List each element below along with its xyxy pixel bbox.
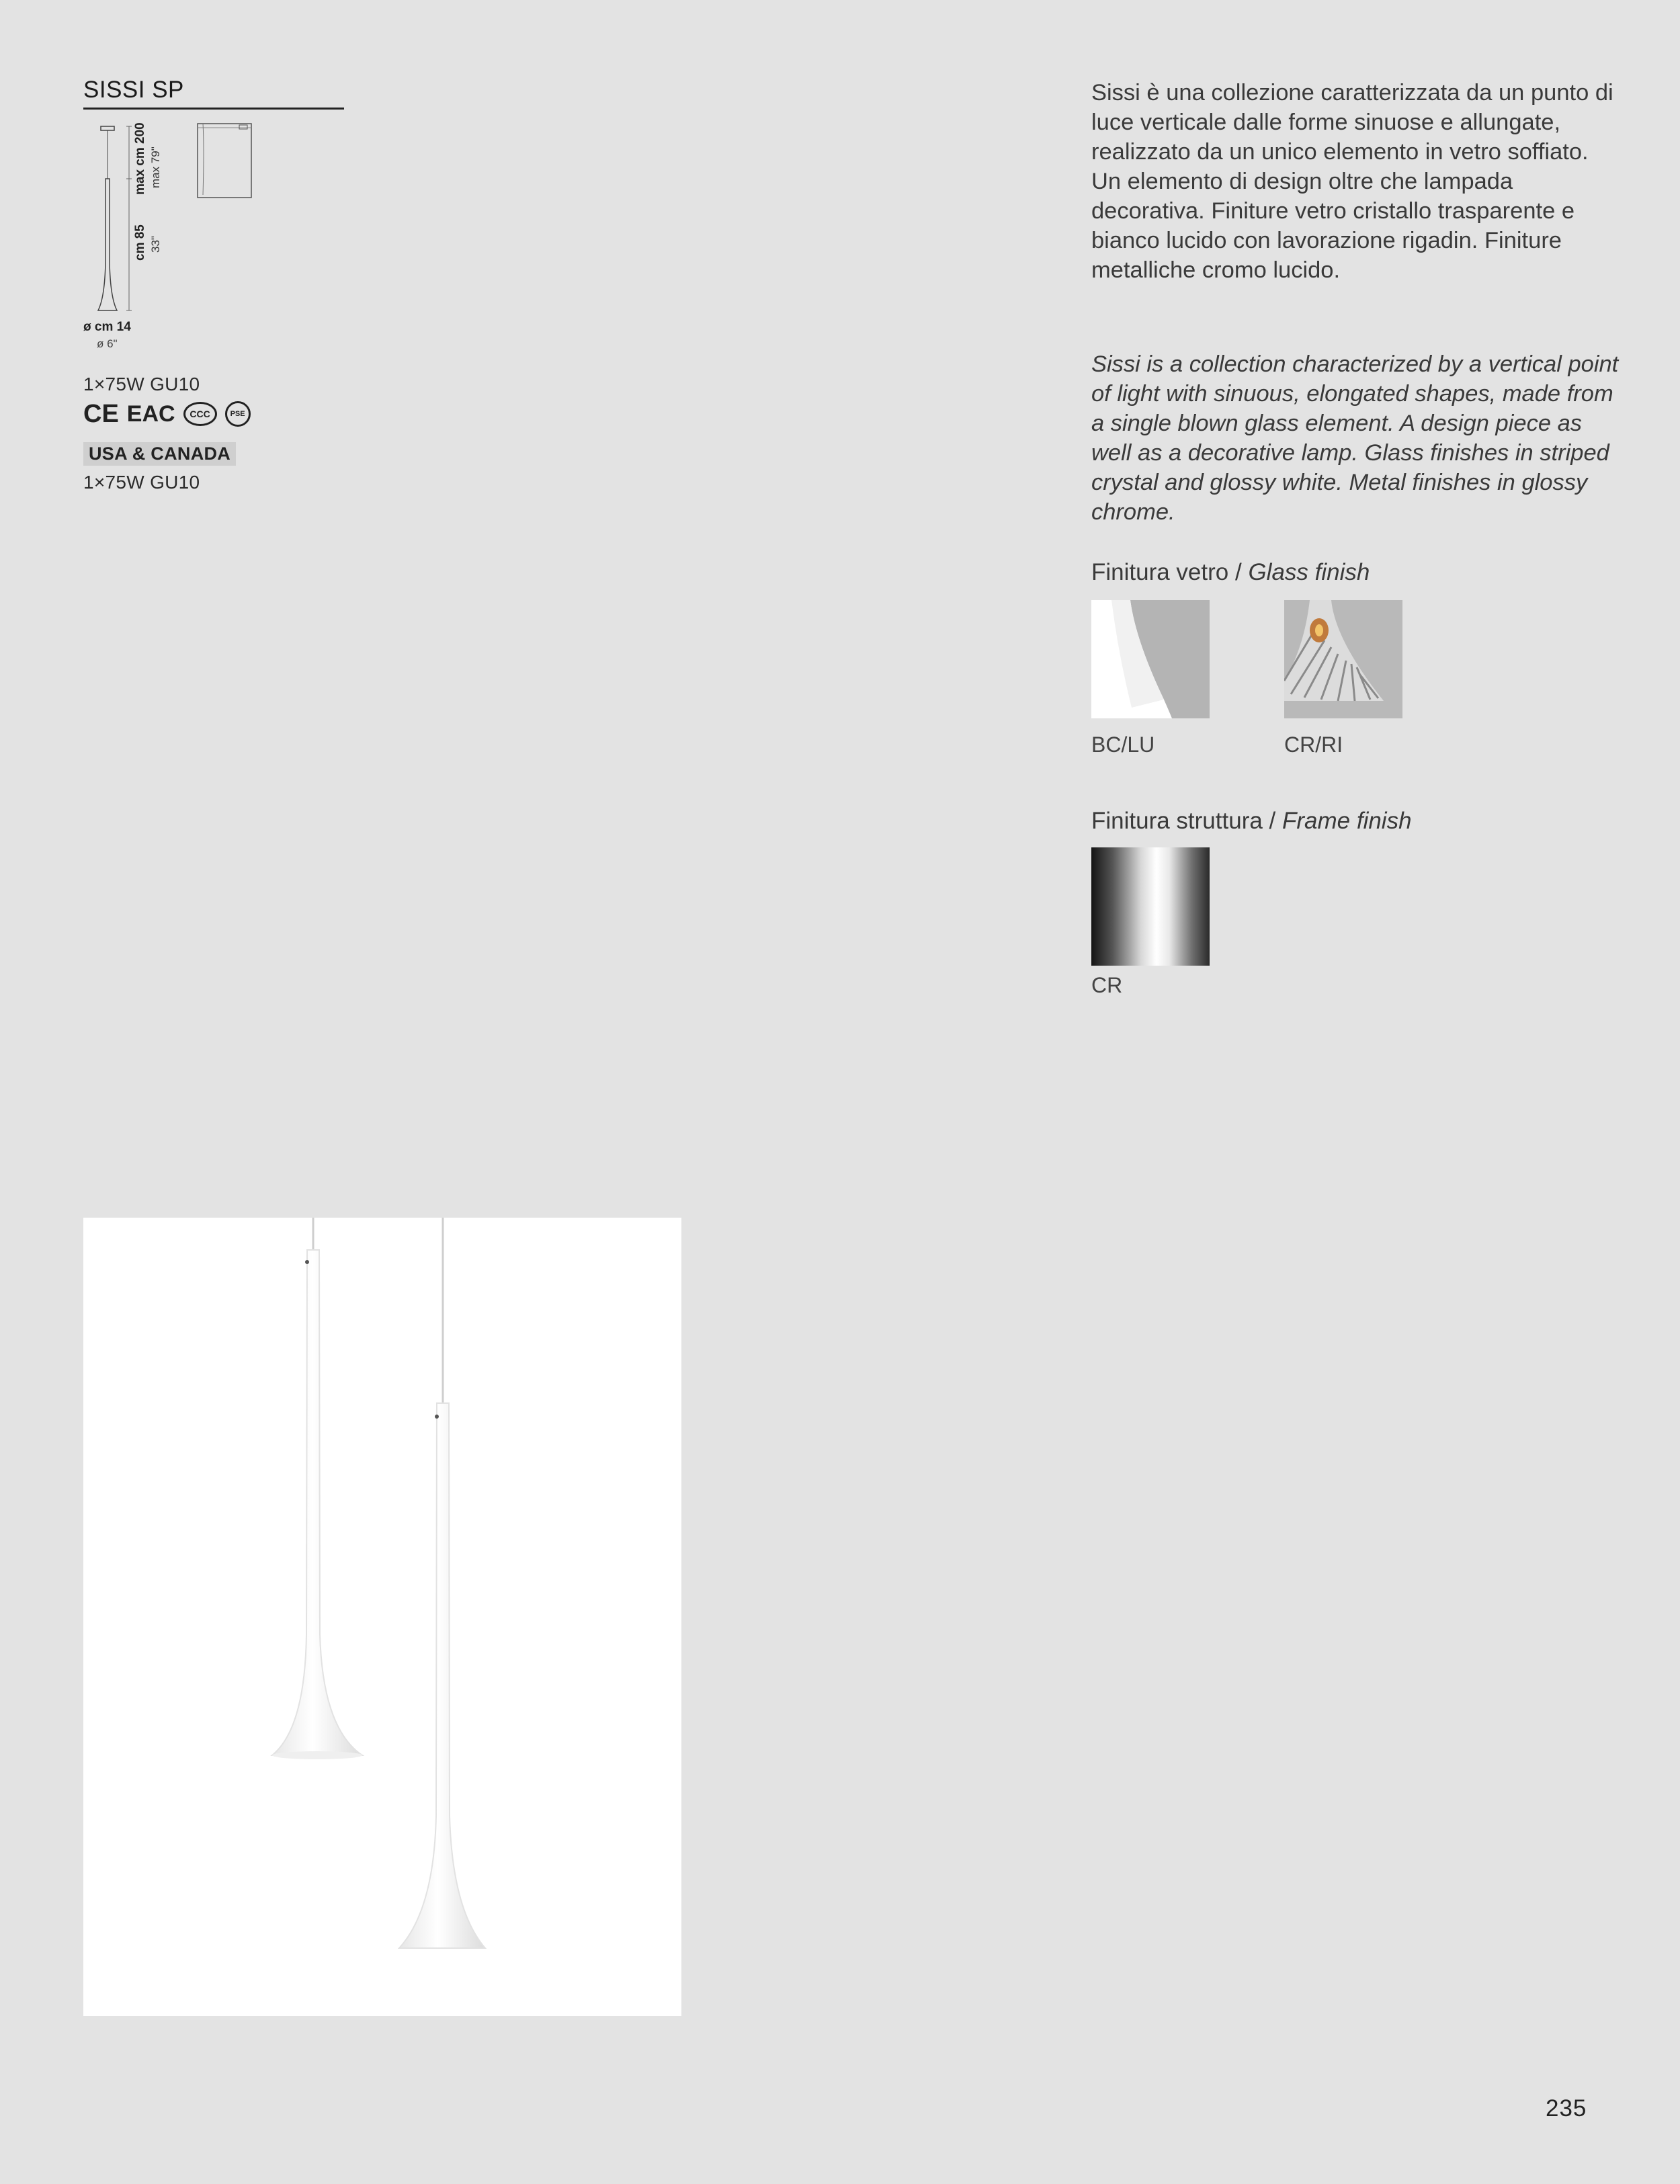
glass-finish-label-en: Glass finish [1248, 559, 1370, 585]
pendant-lamp-left [272, 1218, 362, 1759]
max-height-in: max 79" [149, 146, 162, 188]
frame-code-cr: CR [1091, 973, 1123, 997]
diameter-cm: ø cm 14 [83, 320, 131, 334]
glass-code-bc-lu: BC/LU [1091, 732, 1155, 757]
front-dimension-drawing [83, 121, 191, 323]
ce-mark: CE [83, 400, 119, 428]
pendant-lamp-right [399, 1218, 485, 1948]
product-title: SISSI SP [83, 77, 344, 110]
glass-swatch-crystal [1284, 600, 1402, 718]
height-cm: cm 85 [133, 224, 147, 261]
usa-canada-badge: USA & CANADA [83, 442, 236, 466]
glass-finish-label [1091, 559, 1370, 586]
description-italian: Sissi è una collezione caratterizzata da un punto di luce verticale dalle forme sinuose e allungate, realizzato da un unico elemento in vetro soffiato. Un elemento di design oltre che lampada decorativa. Finiture vetro cristallo trasparente e bianco lucido con lavorazione rigadin. Finiture metalliche cromo lucido. [1091, 80, 1613, 283]
certification-marks [83, 398, 251, 430]
eac-mark: EAC [126, 401, 175, 427]
glass-finish-label-it: Finitura vetro / [1091, 559, 1242, 585]
frame-finish-label-it: Finitura struttura / [1091, 808, 1276, 834]
pse-mark: PSE [225, 401, 251, 427]
description-english: Sissi is a collection characterized by a vertical point of light with sinuous, elongated shapes, made from a single blown glass element. A design piece as well as a decorative lamp. Glass finishes in striped crystal and glossy white. Metal finishes in glossy chrome. [1091, 351, 1619, 525]
frame-swatch-chrome [1091, 847, 1210, 966]
glass-code-cr-ri: CR/RI [1284, 732, 1343, 757]
max-height-cm: max cm 200 [133, 122, 147, 195]
product-photo [83, 1218, 681, 2016]
diameter-in: ø 6" [97, 337, 118, 350]
page-number: 235 [1546, 2095, 1587, 2122]
frame-finish-label [1091, 808, 1412, 835]
glass-swatch-white [1091, 600, 1210, 718]
lamp-spec-usa: 1×75W GU10 [83, 472, 200, 493]
height-in: 33" [149, 236, 162, 253]
frame-finish-label-en: Frame finish [1282, 808, 1412, 834]
lamp-spec-eu: 1×75W GU10 [83, 374, 200, 394]
side-dimension-drawing [195, 121, 255, 202]
ccc-mark: CCC [183, 402, 217, 426]
